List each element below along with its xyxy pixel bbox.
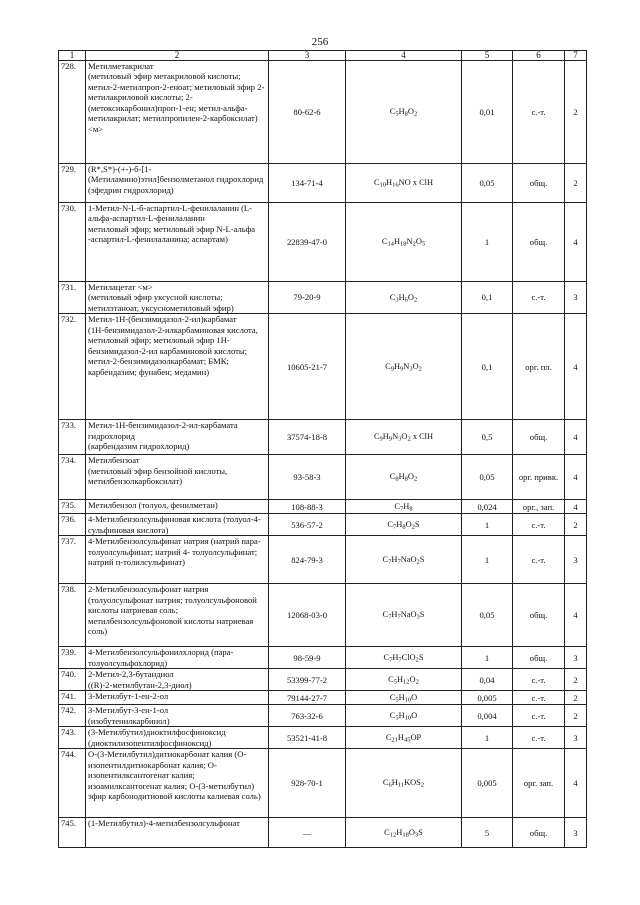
hazard-indicator: орг. пл. <box>513 314 565 420</box>
cas-number: 10605-21-7 <box>269 314 346 420</box>
table-row <box>59 536 587 584</box>
hazard-indicator: с.-т. <box>513 282 565 314</box>
cas-number: — <box>269 818 346 848</box>
row-number: 729. <box>59 164 86 203</box>
cas-number: 12068-03-0 <box>269 584 346 647</box>
cas-number: 928-70-1 <box>269 749 346 818</box>
row-number: 740. <box>59 669 86 691</box>
limit-value: 0,024 <box>462 500 513 514</box>
hazard-indicator: с.-т. <box>513 536 565 584</box>
chemical-formula: $C_5H_{12}O_2$ <box>346 669 462 691</box>
hazard-indicator: орг. привк. <box>513 455 565 500</box>
limit-value: 1 <box>462 536 513 584</box>
table-row <box>59 818 587 848</box>
cas-number: 53521-41-8 <box>269 727 346 749</box>
substance-name: Метилацетат <м> (метиловый эфир уксусной кислоты; метилэтаноат, уксуснометиловый эфир) <box>86 282 269 314</box>
table-body <box>59 61 587 848</box>
hazard-indicator: с.-т. <box>513 705 565 727</box>
limit-value: 0,1 <box>462 314 513 420</box>
row-number: 745. <box>59 818 86 848</box>
row-number: 743. <box>59 727 86 749</box>
limit-value: 0,1 <box>462 282 513 314</box>
substance-name: О-(3-Метилбутил)дитиокарбонат калия (О-изопентилдитиокарбонат калия; О-изопентилксантогенат калия; изоамилксантогенат калия; О-(3-метилбутил) эфир карбонодитиовой кислоты калиевая соль) <box>86 749 269 818</box>
limit-value: 1 <box>462 203 513 282</box>
table-row <box>59 514 587 536</box>
substance-table <box>58 50 587 848</box>
table-row <box>59 749 587 818</box>
hazard-indicator: общ. <box>513 420 565 455</box>
hazard-class: 4 <box>565 584 587 647</box>
substance-name: 3-Метилбут-3-ен-1-ол (изобутенилкарбинол) <box>86 705 269 727</box>
cas-number: 53399-77-2 <box>269 669 346 691</box>
hazard-indicator: общ. <box>513 818 565 848</box>
row-number: 733. <box>59 420 86 455</box>
col-header-4: 4 <box>346 51 462 61</box>
substance-name: 4-Метилбензолсульфинат натрия (натрий пара-толуолсульфинат; натрий 4- толуолсульфинат; натрий п-толилсульфинат) <box>86 536 269 584</box>
hazard-class: 4 <box>565 314 587 420</box>
hazard-indicator: с.-т. <box>513 727 565 749</box>
substance-name: 2-Метил-2,3-бутандиол ((R)-2-метилбутан-2,3-диол) <box>86 669 269 691</box>
hazard-class: 2 <box>565 669 587 691</box>
hazard-indicator: общ. <box>513 164 565 203</box>
row-number: 734. <box>59 455 86 500</box>
table-row <box>59 727 587 749</box>
chemical-formula: $C_7H_8$ <box>346 500 462 514</box>
table-row <box>59 61 587 164</box>
limit-value: 0,005 <box>462 749 513 818</box>
substance-name: (3-Метилбутил)диоктилфосфиноксид (диоктилизопентилфосфиноксид) <box>86 727 269 749</box>
cas-number: 93-58-3 <box>269 455 346 500</box>
hazard-class: 2 <box>565 705 587 727</box>
limit-value: 1 <box>462 647 513 669</box>
hazard-class: 3 <box>565 818 587 848</box>
substance-name: Метил-1Н-(бензимидазол-2-ил)карбамат (1Н-бензимидазол-2-илкарбаминовая кислота, метиловый эфир; метиловый эфир 1Н- бензимидазол-2-ил карбаминовой кислоты; метил-2-бензимидазолкарбамат; БМК; карбендазим; фунабен; медамин) <box>86 314 269 420</box>
col-header-1: 1 <box>59 51 86 61</box>
substance-name: 4-Метилбензолсульфиновая кислота (толуол-4-сульфиновая кислота) <box>86 514 269 536</box>
chemical-formula: $C_8H_8O_2$ <box>346 455 462 500</box>
chemical-formula: $C_9H_9N_3O_2$ x ClH <box>346 420 462 455</box>
chemical-formula: $C_{21}H_{45}OP$ <box>346 727 462 749</box>
hazard-class: 4 <box>565 203 587 282</box>
limit-value: 0,004 <box>462 705 513 727</box>
row-number: 731. <box>59 282 86 314</box>
table-row <box>59 420 587 455</box>
row-number: 735. <box>59 500 86 514</box>
hazard-indicator: орг., зап. <box>513 500 565 514</box>
limit-value: 0,005 <box>462 691 513 705</box>
header-row <box>59 51 587 61</box>
substance-name: Метил-1Н-бензимидазол-2-ил-карбамата гидрохлорид (карбендазим гидрохлорид) <box>86 420 269 455</box>
hazard-class: 4 <box>565 500 587 514</box>
col-header-7: 7 <box>565 51 587 61</box>
hazard-indicator: с.-т. <box>513 691 565 705</box>
substance-name: 4-Метилбензолсульфонилхлорид (пара-толуолсульфохлорид) <box>86 647 269 669</box>
hazard-class: 2 <box>565 164 587 203</box>
row-number: 728. <box>59 61 86 164</box>
substance-name: Метилбензол (толуол, фенилметан) <box>86 500 269 514</box>
cas-number: 79144-27-7 <box>269 691 346 705</box>
col-header-6: 6 <box>513 51 565 61</box>
chemical-formula: $C_3H_6O_2$ <box>346 282 462 314</box>
chemical-formula: $C_7H_7NaO_2S$ <box>346 536 462 584</box>
row-number: 738. <box>59 584 86 647</box>
hazard-class: 2 <box>565 691 587 705</box>
table-row <box>59 691 587 705</box>
table-row <box>59 584 587 647</box>
table-row <box>59 164 587 203</box>
hazard-indicator: с.-т. <box>513 514 565 536</box>
limit-value: 1 <box>462 514 513 536</box>
table-row <box>59 203 587 282</box>
substance-name: Метилбензоат (метиловый эфир бензойной кислоты, метилбензолкарбоксилат) <box>86 455 269 500</box>
cas-number: 22839-47-0 <box>269 203 346 282</box>
substance-name: (1-Метилбутил)-4-метилбензолсульфонат <box>86 818 269 848</box>
chemical-formula: $C_5H_{10}O$ <box>346 691 462 705</box>
hazard-indicator: общ. <box>513 647 565 669</box>
limit-value: 1 <box>462 727 513 749</box>
cas-number: 79-20-9 <box>269 282 346 314</box>
substance-name: 3-Метилбут-1-ен-2-ол <box>86 691 269 705</box>
cas-number: 80-62-6 <box>269 61 346 164</box>
hazard-indicator: орг. зап. <box>513 749 565 818</box>
hazard-class: 2 <box>565 514 587 536</box>
cas-number: 98-59-9 <box>269 647 346 669</box>
table-row <box>59 647 587 669</box>
row-number: 742. <box>59 705 86 727</box>
cas-number: 37574-18-8 <box>269 420 346 455</box>
table-row <box>59 705 587 727</box>
row-number: 737. <box>59 536 86 584</box>
table-row <box>59 455 587 500</box>
cas-number: 108-88-3 <box>269 500 346 514</box>
hazard-class: 4 <box>565 749 587 818</box>
row-number: 739. <box>59 647 86 669</box>
chemical-formula: $C_6H_{11}KOS_2$ <box>346 749 462 818</box>
substance-name: Метилметакрилат (метиловый эфир метакриловой кислоты; метил-2-метилпроп-2-еноат; метиловый эфир 2-метилакриловой кислоты; 2- (метоксикарбонил)проп-1-ен; метил-альфа- метилакрилат; метилпропилен-2-карбоксилат) <м> <box>86 61 269 164</box>
chemical-formula: $C_7H_7ClO_2S$ <box>346 647 462 669</box>
table-row <box>59 282 587 314</box>
cas-number: 763-32-6 <box>269 705 346 727</box>
limit-value: 0,5 <box>462 420 513 455</box>
hazard-indicator: с.-т. <box>513 61 565 164</box>
chemical-formula: $C_7H_8O_2S$ <box>346 514 462 536</box>
substance-name: 1-Метил-N-L-б-аспартил-L-фенилаланин (L-альфа-аспартил-L-фенилаланин метиловый эфир; метиловый эфир N-L-альфа -аспартил-L-фенилаланина; аспартам) <box>86 203 269 282</box>
col-header-3: 3 <box>269 51 346 61</box>
table-row <box>59 669 587 691</box>
limit-value: 0,05 <box>462 164 513 203</box>
limit-value: 0,05 <box>462 455 513 500</box>
chemical-formula: $C_5H_{10}O$ <box>346 705 462 727</box>
col-header-5: 5 <box>462 51 513 61</box>
limit-value: 0,04 <box>462 669 513 691</box>
col-header-2: 2 <box>86 51 269 61</box>
chemical-formula: $C_{12}H_{18}O_3S$ <box>346 818 462 848</box>
limit-value: 5 <box>462 818 513 848</box>
hazard-class: 3 <box>565 536 587 584</box>
hazard-class: 3 <box>565 727 587 749</box>
row-number: 736. <box>59 514 86 536</box>
chemical-formula: $C_{10}H_{16}NO$ x ClH <box>346 164 462 203</box>
row-number: 744. <box>59 749 86 818</box>
hazard-class: 4 <box>565 420 587 455</box>
table-row <box>59 500 587 514</box>
row-number: 741. <box>59 691 86 705</box>
cas-number: 134-71-4 <box>269 164 346 203</box>
hazard-class: 4 <box>565 455 587 500</box>
table-row <box>59 314 587 420</box>
hazard-indicator: общ. <box>513 203 565 282</box>
chemical-formula: $C_{14}H_{18}N_2O_5$ <box>346 203 462 282</box>
hazard-class: 3 <box>565 282 587 314</box>
limit-value: 0,01 <box>462 61 513 164</box>
row-number: 732. <box>59 314 86 420</box>
hazard-indicator: с.-т. <box>513 669 565 691</box>
page-number: 256 <box>311 36 329 48</box>
chemical-formula: $C_9H_9N_3O_2$ <box>346 314 462 420</box>
chemical-formula: $C_5H_8O_2$ <box>346 61 462 164</box>
hazard-indicator: общ. <box>513 584 565 647</box>
cas-number: 824-79-3 <box>269 536 346 584</box>
hazard-class: 2 <box>565 61 587 164</box>
substance-name: 2-Метилбензолсульфонат натрия (толуолсульфонат натрия; толуолсульфоновой кислоты натриевая соль; метилбензолсульфоновой кислоты натриевая соль) <box>86 584 269 647</box>
cas-number: 536-57-2 <box>269 514 346 536</box>
chemical-formula: $C_7H_7NaO_3S$ <box>346 584 462 647</box>
row-number: 730. <box>59 203 86 282</box>
hazard-class: 3 <box>565 647 587 669</box>
substance-name: (R*,S*)-(+-)-б-[1-(Метиламино)этил]бензолметанол гидрохлорид (эфедрин гидрохлорид) <box>86 164 269 203</box>
limit-value: 0,05 <box>462 584 513 647</box>
